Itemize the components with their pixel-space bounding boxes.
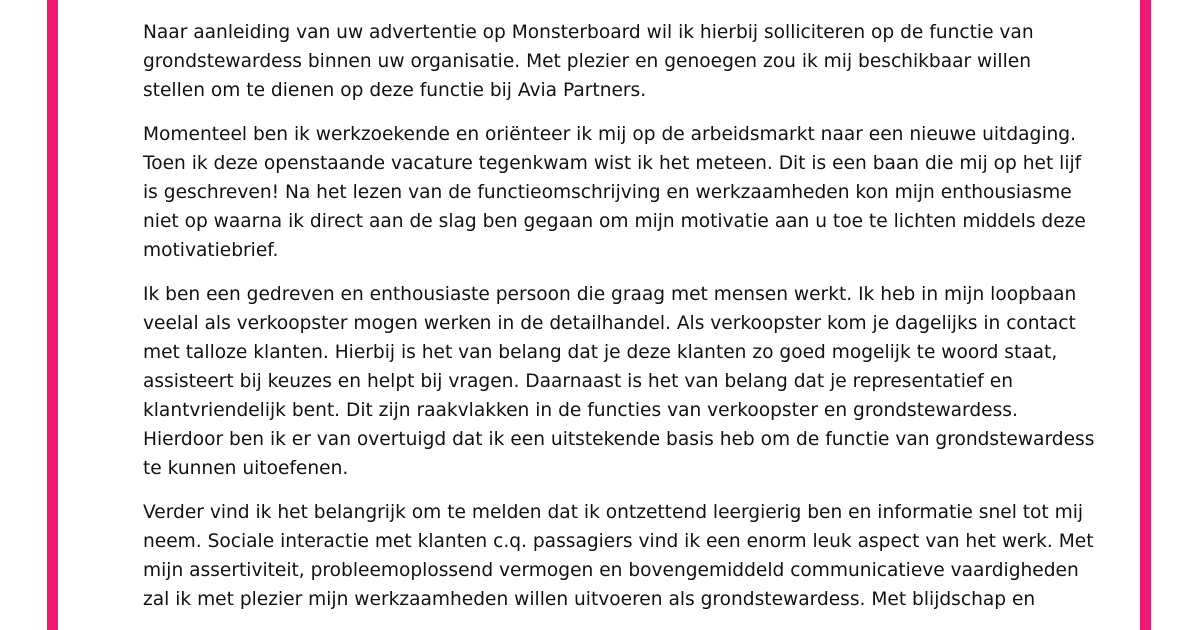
paragraph — [143, 18, 1103, 105]
text-line: stellen om te dienen op deze functie bij Avia Partners. — [143, 80, 647, 101]
right-border-stripe — [1140, 0, 1151, 630]
paragraph — [143, 120, 1103, 265]
text-line: grondstewardess binnen uw organisatie. Met plezier en genoegen zou ik mij beschikbaar willen — [143, 51, 1031, 72]
text-line: klantvriendelijk bent. Dit zijn raakvlakken in de functies van verkoopster en grondstewardess. — [143, 400, 1018, 421]
text-line: is geschreven! Na het lezen van de functieomschrijving en werkzaamheden kon mijn enthousiasme — [143, 182, 1072, 203]
text-line: motivatiebrief. — [143, 240, 279, 261]
paragraph — [143, 498, 1103, 614]
text-line: Naar aanleiding van uw advertentie op Monsterboard wil ik hierbij solliciteren op de functie van — [143, 22, 1034, 43]
text-line: Toen ik deze openstaande vacature tegenkwam wist ik het meteen. Dit is een baan die mij op het lijf — [143, 153, 1082, 174]
text-line: Ik ben een gedreven en enthousiaste persoon die graag met mensen werkt. Ik heb in mijn loopbaan — [143, 284, 1077, 305]
paragraph — [143, 280, 1103, 483]
text-line: met talloze klanten. Hierbij is het van belang dat je deze klanten zo goed mogelijk te woord staat, — [143, 342, 1058, 363]
text-line: zal ik met plezier mijn werkzaamheden willen uitvoeren als grondstewardess. Met blijdschap en — [143, 589, 1036, 610]
text-line: Momenteel ben ik werkzoekende en oriënteer ik mij op de arbeidsmarkt naar een nieuwe uitdaging. — [143, 124, 1077, 145]
text-line: Verder vind ik het belangrijk om te melden dat ik ontzettend leergierig ben en informatie snel tot mij — [143, 502, 1084, 523]
text-line: neem. Sociale interactie met klanten c.q. passagiers vind ik een enorm leuk aspect van het werk. Met — [143, 531, 1094, 552]
left-border-stripe — [47, 0, 58, 630]
text-line: veelal als verkoopster mogen werken in de detailhandel. Als verkoopster kom je dagelijks in contact — [143, 313, 1076, 334]
text-line: te kunnen uitoefenen. — [143, 458, 349, 479]
text-line: assisteert bij keuzes en helpt bij vragen. Daarnaast is het van belang dat je representatief en — [143, 371, 1013, 392]
text-line: niet op waarna ik direct aan de slag ben gegaan om mijn motivatie aan u toe te lichten middels deze — [143, 211, 1086, 232]
text-line: Hierdoor ben ik er van overtuigd dat ik een uitstekende basis heb om de functie van grondstewardess — [143, 429, 1095, 450]
letter-body — [143, 18, 1103, 629]
text-line: mijn assertiviteit, probleemoplossend vermogen en bovengemiddeld communicatieve vaardigheden — [143, 560, 1079, 581]
